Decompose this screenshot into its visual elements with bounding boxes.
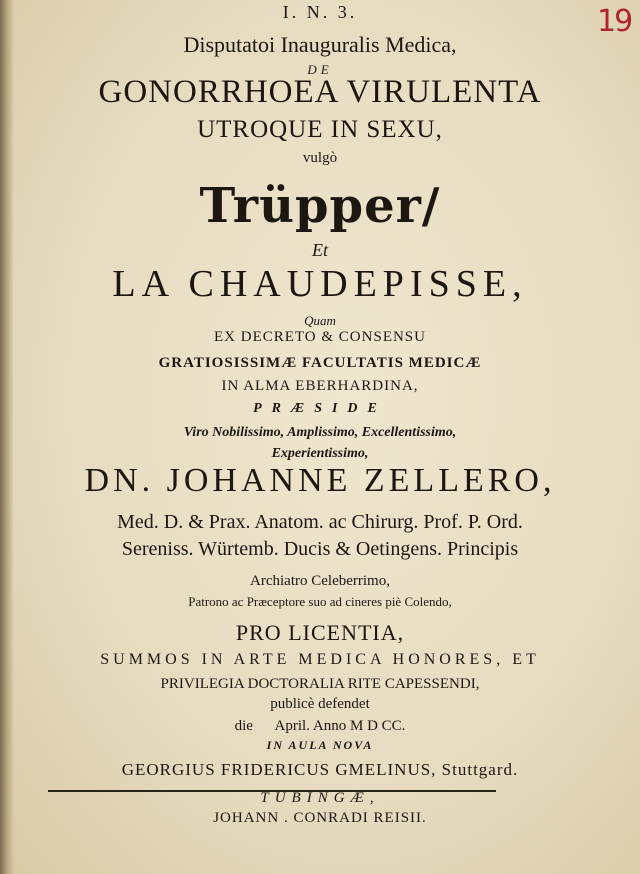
de-word: DE [307, 62, 333, 77]
publice-line: publicè defendet [270, 696, 370, 712]
imprint-place: TUBINGÆ, [260, 790, 380, 806]
author-line: GEORGIUS FRIDERICUS GMELINUS, Stuttgard. [121, 760, 519, 779]
medical-titles-line: Med. D. & Prax. Anatom. ac Chirurg. Prof. P. Ord. [117, 511, 523, 533]
gothic-title-word: Trüpper/ [199, 178, 441, 234]
viro-line: Viro Nobilissimo, Amplissimo, Excellentissimo, [183, 425, 457, 440]
decreto-line: EX DECRETO & CONSENSU [214, 329, 426, 345]
patrono-line: Patrono ac Præceptore suo ad cineres piè Colendo, [188, 594, 452, 609]
disputation-subtitle: Disputatoi Inauguralis Medica, [183, 32, 457, 57]
court-titles-line: Sereniss. Würtemb. Ducis & Oetingens. Principis [121, 538, 519, 560]
date-line: die April. Anno M D CC. [234, 718, 406, 734]
title-line-3: LA CHAUDEPISSE, [112, 263, 528, 305]
facultatis-line: GRATIOSISSIMÆ FACULTATIS MEDICÆ [158, 355, 482, 371]
privilegia-line: PRIVILEGIA DOCTORALIA RITE CAPESSENDI, [160, 676, 480, 692]
licentia-line: PRO LICENTIA, [235, 620, 405, 645]
praeses-name: DN. JOHANNE ZELLERO, [84, 462, 556, 499]
experient-line: Experientissimo, [271, 446, 369, 461]
summos-line: SUMMOS IN ARTE MEDICA HONORES, ET [100, 651, 540, 668]
alma-line: IN ALMA EBERHARDINA, [221, 378, 419, 394]
title-line-1: GONORRHOEA VIRULENTA [98, 74, 542, 110]
page-number: 19 [597, 4, 632, 39]
praeside-line: PRÆSIDE [253, 401, 387, 416]
title-line-2: UTROQUE IN SEXU, [197, 116, 443, 143]
shelfmark: I. N. 3. [282, 2, 358, 22]
vulgo-word: vulgò [302, 150, 338, 166]
quam-word: Quam [304, 313, 336, 328]
archiatro-line: Archiatro Celeberrimo, [250, 573, 390, 589]
et-word: Et [312, 240, 328, 260]
imprint-printer: JOHANN . CONRADI REISII. [213, 810, 427, 826]
aula-line: IN AULA NOVA [266, 738, 374, 752]
